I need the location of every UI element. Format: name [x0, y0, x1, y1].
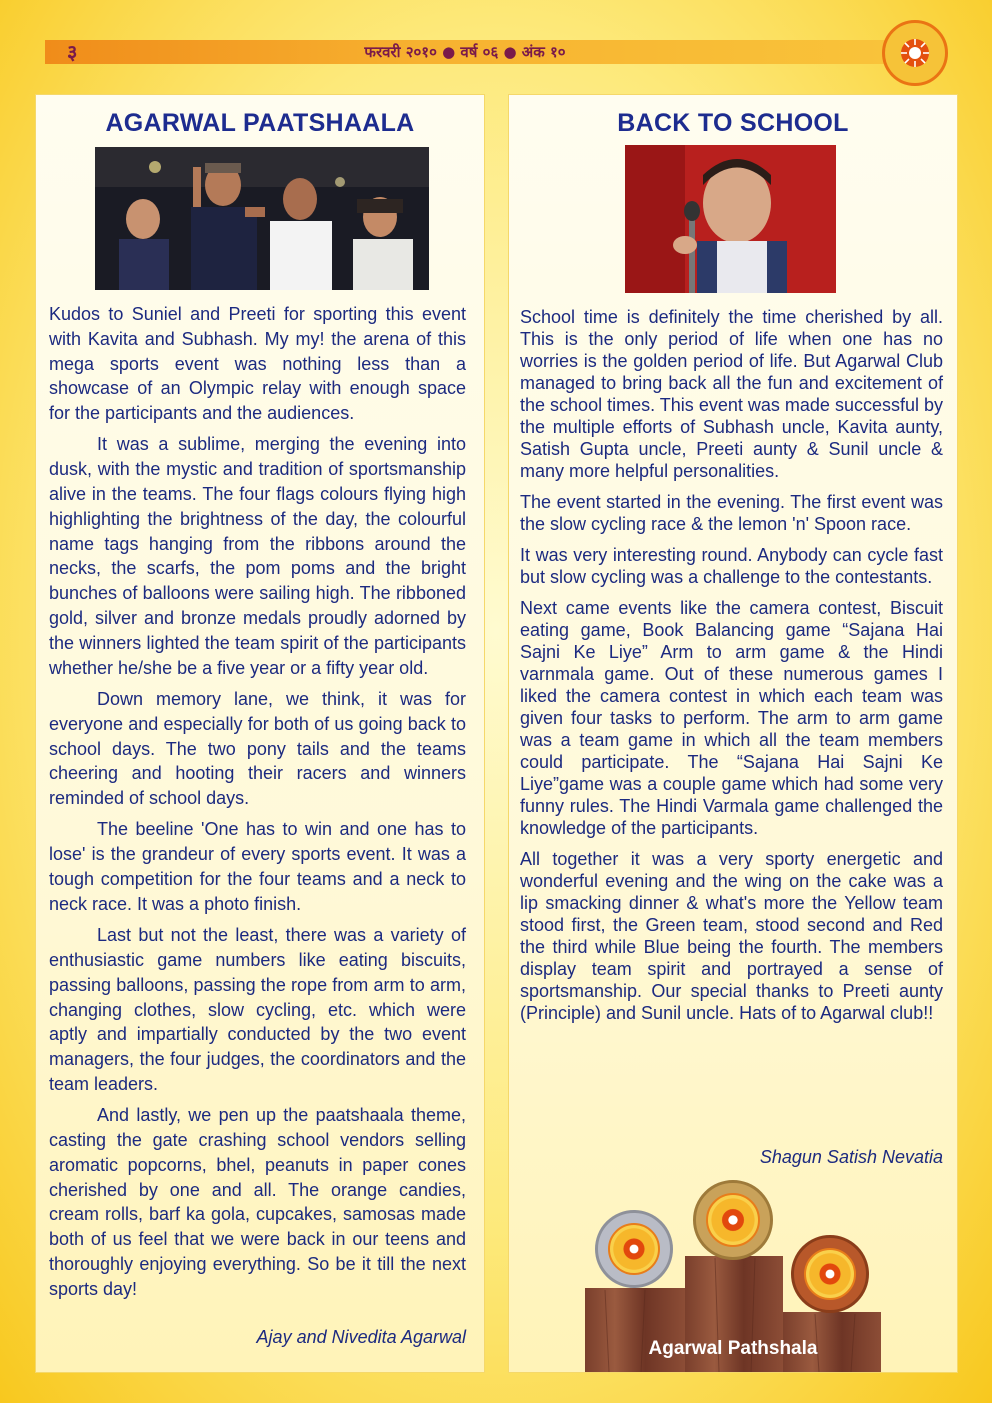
sun-emblem-icon	[885, 23, 945, 83]
club-seal-logo	[882, 20, 948, 86]
paragraph: It was very interesting round. Anybody can cycle fast but slow cycling was a challenge to the contestants.	[520, 545, 943, 587]
paragraph: The event started in the evening. The first event was the slow cycling race & the lemon 'n' Spoon race.	[520, 492, 943, 534]
issue-info: फरवरी २०१० ● वर्ष ०६ ● अंक १०	[364, 43, 566, 61]
paragraph: Next came events like the camera contest, Biscuit eating game, Book Balancing game “Sajana Hai Sajni Ke Liye” Arm to arm game & the Hindi varnmala game. Out of these numerous games I liked the camera contest in which each team was given four tasks to perform. The arm to arm game was a team game in which all the team members could participate. The “Sajana Hai Sajni Ke Liye”game was a couple game which had some very funny rules. The Hindi Varmala game challenged the knowledge of the participants.	[520, 598, 943, 838]
silver-medal-icon	[595, 1210, 673, 1288]
page-number: ३	[67, 40, 78, 64]
article-back-to-school	[509, 95, 957, 1372]
article-body	[520, 306, 943, 1033]
article-title: BACK TO SCHOOL	[617, 109, 849, 137]
article-signature: Shagun Satish Nevatia	[759, 1147, 943, 1167]
paragraph: Last but not the least, there was a variety of enthusiastic game numbers like eating biscuits, passing balloons, passing the rope from arm to arm, changing clothes, slow cycling, etc. which were aptly and impartially conducted by the two event managers, the four judges, the coordinators and the team leaders.	[49, 925, 466, 1094]
paragraph: Down memory lane, we think, it was for everyone and especially for both of us going back to school days. The two pony tails and the teams cheering and hooting their racers and winners reminded of school days.	[49, 688, 466, 809]
podium-graphic	[585, 1180, 881, 1372]
paragraph: It was a sublime, merging the evening into dusk, with the mystic and tradition of sportsmanship alive in the teams. The four flags colours flying high highlighting the brightness of the day, the colourful name tags hanging from the ribbons around the necks, the scarfs, the pom poms and the bright bunches of balloons were sailing high. The ribboned gold, silver and bronze medals proudly adorned by the winners lighted the team spirit of the participants whether he/she be a five year or a fifty year old.	[49, 434, 466, 678]
paragraph: And lastly, we pen up the paatshaala theme, casting the gate crashing school vendors selling aromatic popcorns, bhel, peanuts in paper cones cherished by one and all. The orange candies, cream rolls, barf ka gola, cupcakes, samosas made both of us feel that we were back in our teens and thoroughly enjoying everything. So be it till the next sports day!	[49, 1105, 466, 1299]
podium-caption: Agarwal Pathshala	[648, 1338, 818, 1359]
article-agarwal-paatshaala	[36, 95, 484, 1372]
paragraph: The beeline 'One has to win and one has to lose' is the grandeur of every sports event. It was a tough competition for the four teams and a neck to neck race. It was a photo finish.	[49, 819, 466, 914]
bronze-medal-icon	[791, 1235, 869, 1313]
paragraph: All together it was a very sporty energetic and wonderful evening and the wing on the cake was a lip smacking dinner & what's more the Yellow team stood first, the Green team, stood second and Red the third while Blue being the fourth. The members display team spirit and portrayed a sense of sportsmanship. Our special thanks to Preeti aunty (Principle) and Sunil uncle. Hats of to Agarwal club!!	[520, 849, 943, 1023]
article-title: AGARWAL PAATSHAALA	[105, 109, 415, 137]
gold-medal-icon	[693, 1180, 773, 1260]
article-body	[49, 302, 466, 1308]
header-bar	[45, 40, 885, 64]
article-signature: Ajay and Nivedita Agarwal	[256, 1327, 466, 1347]
student-speaking-photo	[625, 145, 836, 293]
paragraph: School time is definitely the time cherished by all. This is the only period of life when one has no worries is the golden period of life. But Agarwal Club managed to bring back all the fun and excitement of the school times. This event was made successful by the multiple efforts of Subhash uncle, Kavita aunty, Satish Gupta uncle, Preeti aunty & Sunil uncle & many more helpful personalities.	[520, 307, 943, 481]
paragraph: Kudos to Suniel and Preeti for sporting this event with Kavita and Subhash. My my! the arena of this mega sports event was nothing less than a showcase of an Olympic relay with enough space for the participants and the audiences.	[49, 304, 466, 424]
group-photo	[95, 147, 429, 290]
